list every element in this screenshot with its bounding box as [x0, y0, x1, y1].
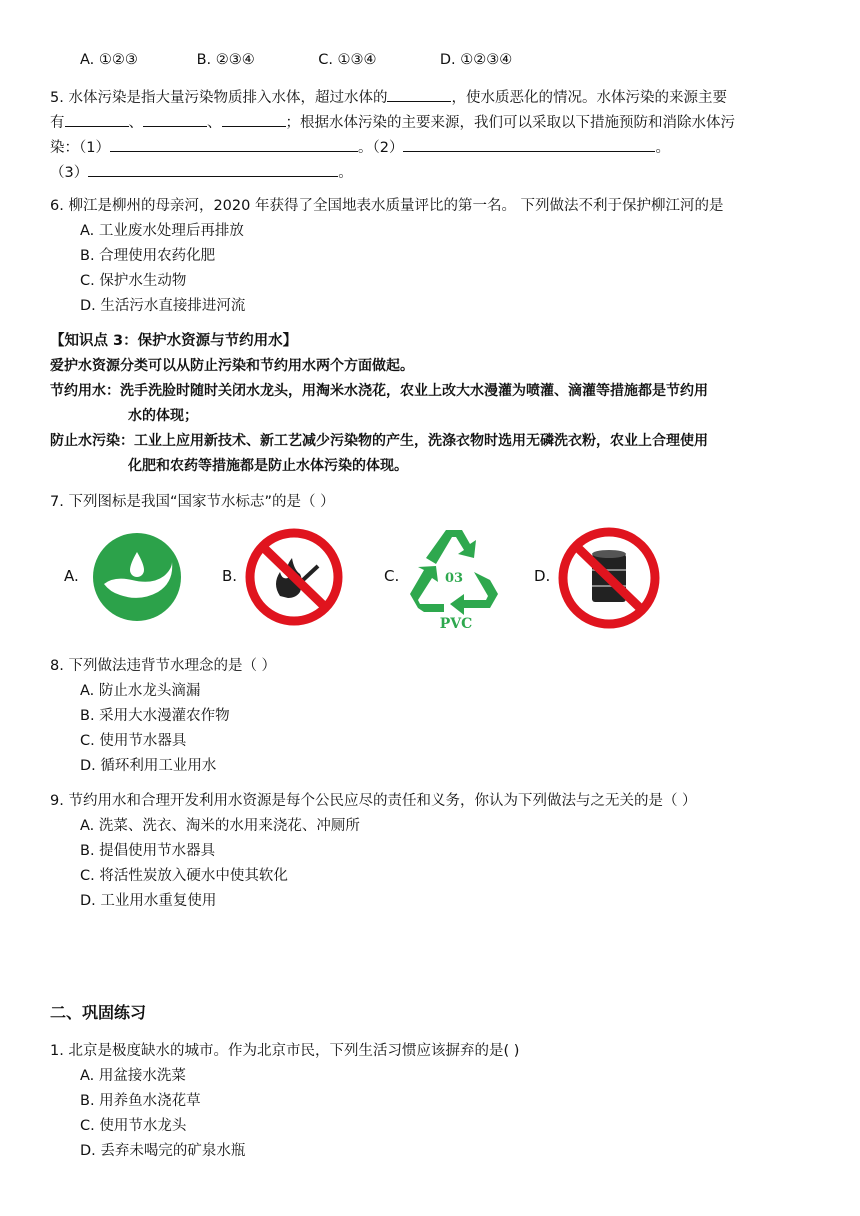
q5-text: 。（2）: [357, 140, 404, 156]
previous-question-options: [80, 50, 512, 70]
knowledge-title: 【知识点 3：保护水资源与节约用水】: [50, 333, 298, 349]
q7-label-c[interactable]: C.: [384, 567, 400, 585]
q5-text: （3）: [50, 165, 89, 181]
q6-stem: 6. 柳江是柳州的母亲河，2020 年获得了全国地表水质量评比的第一名。 下列做法不利于保护柳江河的是: [50, 198, 724, 214]
practice-q1-stem: 1. 北京是极度缺水的城市。作为北京市民，下列生活习惯应该摒弃的是( ): [50, 1043, 520, 1059]
water-saving-logo-icon[interactable]: [92, 532, 182, 622]
q6-option-c[interactable]: C. 保护水生动物: [80, 273, 187, 289]
q8-stem: 8. 下列做法违背节水理念的是（ ）: [50, 658, 277, 674]
q6-option-d[interactable]: D. 生活污水直接排进河流: [80, 298, 246, 314]
q8-option-b[interactable]: B. 采用大水漫灌农作物: [80, 708, 230, 724]
q9-option-b[interactable]: B. 提倡使用节水器具: [80, 843, 216, 859]
knowledge-prevent-pollution-cont: 化肥和农药等措施都是防止水体污染的体现。: [128, 458, 408, 474]
q5-line-1: [50, 87, 727, 108]
knowledge-save-water-cont: 水的体现；: [128, 408, 198, 424]
q7-stem: 7. 下列图标是我国“国家节水标志”的是（ ）: [50, 494, 335, 510]
q5-line-4: [50, 162, 353, 183]
q7-label-a[interactable]: A.: [64, 567, 79, 585]
q5-text: ，使水质恶化的情况。水体污染的来源主要: [451, 90, 727, 106]
q8-option-c[interactable]: C. 使用节水器具: [80, 733, 187, 749]
q5-text: 、: [128, 115, 143, 131]
q5-text: 。: [338, 165, 353, 181]
q5-line-3: [50, 137, 670, 158]
q5-text: 。: [655, 140, 670, 156]
q5-blank-1[interactable]: [387, 87, 451, 102]
q8-option-a[interactable]: A. 防止水龙头滴漏: [80, 683, 201, 699]
q6-option-a[interactable]: A. 工业废水处理后再排放: [80, 223, 244, 239]
section-heading: 二、巩固练习: [50, 1003, 147, 1022]
q5-text: ；根据水体污染的主要来源，我们可以采取以下措施预防和消除水体污: [285, 115, 735, 131]
q5-blank-2[interactable]: [65, 112, 129, 127]
practice-q1-option-b[interactable]: B. 用养鱼水浇花草: [80, 1093, 201, 1109]
option-a: A. ①②③: [80, 52, 138, 68]
recycle-material: PVC: [439, 616, 473, 632]
q9-option-a[interactable]: A. 洗菜、洗衣、淘米的水用来浇花、冲厕所: [80, 818, 360, 834]
knowledge-intro: 爱护水资源分类可以从防止污染和节约用水两个方面做起。: [50, 358, 414, 374]
q9-option-d[interactable]: D. 工业用水重复使用: [80, 893, 217, 909]
knowledge-save-water: 节约用水：洗手洗脸时随时关闭水龙头，用淘米水浇花，农业上改大水漫灌为喷灌、滴灌等措施都是节约用: [50, 383, 708, 399]
q6-option-b[interactable]: B. 合理使用农药化肥: [80, 248, 216, 264]
q7-label-b[interactable]: B.: [222, 567, 238, 585]
no-smoking-icon[interactable]: [244, 528, 344, 626]
q9-stem: 9. 节约用水和合理开发利用水资源是每个公民应尽的责任和义务，你认为下列做法与之无关的是（ ）: [50, 793, 697, 809]
practice-q1-option-d[interactable]: D. 丢弃未喝完的矿泉水瓶: [80, 1143, 246, 1159]
option-d: D. ①②③④: [439, 52, 513, 68]
no-oil-drum-icon[interactable]: [556, 526, 662, 630]
recycle-pvc-icon[interactable]: [404, 522, 504, 632]
practice-q1-option-a[interactable]: A. 用盆接水洗菜: [80, 1068, 186, 1084]
option-c: C. ①③④: [318, 52, 377, 68]
q5-line-2: [50, 112, 735, 133]
q5-blank-6[interactable]: [403, 137, 655, 152]
q5-blank-4[interactable]: [222, 112, 286, 127]
practice-q1-option-c[interactable]: C. 使用节水龙头: [80, 1118, 187, 1134]
option-b: B. ②③④: [196, 52, 255, 68]
q5-text: 5. 水体污染是指大量污染物质排入水体，超过水体的: [50, 90, 388, 106]
q5-text: 染：（1）: [50, 140, 110, 156]
q9-option-c[interactable]: C. 将活性炭放入硬水中使其软化: [80, 868, 288, 884]
q5-blank-3[interactable]: [143, 112, 207, 127]
q5-text: 、: [207, 115, 222, 131]
knowledge-prevent-pollution: 防止水污染：工业上应用新技术、新工艺减少污染物的产生，洗涤衣物时选用无磷洗衣粉，农业上合理使用: [50, 433, 708, 449]
q5-blank-7[interactable]: [88, 162, 338, 177]
q5-blank-5[interactable]: [110, 137, 358, 152]
q8-option-d[interactable]: D. 循环利用工业用水: [80, 758, 217, 774]
q7-label-d[interactable]: D.: [534, 567, 551, 585]
recycle-number: 03: [444, 571, 464, 586]
q5-text: 有: [50, 115, 65, 131]
